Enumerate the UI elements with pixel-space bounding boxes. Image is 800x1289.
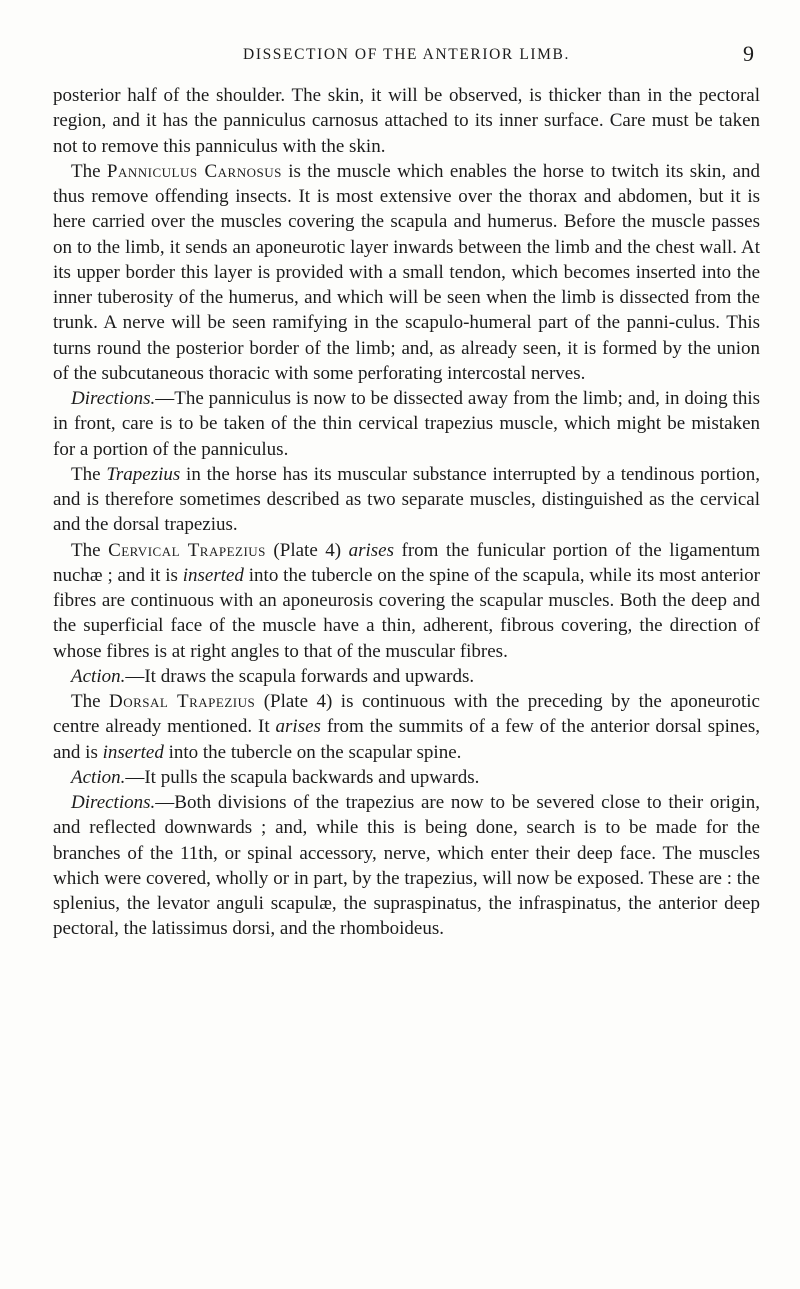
running-title: DISSECTION OF THE ANTERIOR LIMB.	[243, 46, 570, 63]
action-label: Action.	[71, 665, 126, 687]
body-text	[53, 83, 760, 942]
paragraph-text: into the tubercle on the spine of the scapula, while its most anterior fibres are continuous with an aponeurosis covering the scapular muscles. Both the deep and the superficial face of the muscle have a thin, adherent, fibrous covering, the direction of whose fibres is at right angles to that of the muscular fibres.	[53, 564, 760, 662]
paragraph-cervical-trapezius	[53, 538, 760, 664]
arises-term: arises	[275, 716, 321, 738]
paragraph-directions	[53, 790, 760, 942]
muscle-heading: Dorsal Trapezius	[109, 691, 256, 712]
paragraph-text: (Plate 4)	[265, 539, 349, 561]
page-number: 9	[743, 41, 754, 66]
paragraph-trapezius	[53, 462, 760, 538]
paragraph-dorsal-trapezius	[53, 689, 760, 765]
paragraph-text: —It pulls the scapula backwards and upwards.	[125, 766, 480, 788]
paragraph-continuation: posterior half of the shoulder. The skin, it will be observed, is thicker than in the pectoral region, and it has the panniculus carnosus attached to its inner surface. Care must be taken not to remove this panniculus with the skin.	[53, 85, 760, 157]
paragraph-text: is the muscle which enables the horse to twitch its skin, and thus remove offending insects. It is most extensive over the thorax and abdomen, but it is here carried over the muscles covering the scapula and humerus. Before the muscle passes on to the limb, it sends an aponeurotic layer inwards between the limb and the chest wall. At its upper border this layer is provided with a small tendon, which becomes inserted into the inner tuberosity of the humerus, and which will be seen when the limb is dissected from the trunk. A nerve will be seen ramifying in the scapulo-humeral part of the panni-culus. This turns round the posterior border of the limb; and, as already seen, it is formed by the union of the subcutaneous thoracic with some perforating intercostal nerves.	[53, 160, 760, 384]
paragraph-text: from the summits of a few of the anterior dorsal spines, and is	[53, 716, 761, 763]
paragraph-text: —Both divisions of the trapezius are now to be severed close to their origin, and reflected downwards ; and, while this is being done, search is to be made for the branches of the 11th, or spinal accessory, nerve, which enter their deep face. The muscles which were covered, wholly or in part, by the trapezius, will now be exposed. These are : the splenius, the levator anguli scapulæ, the supraspinatus, the infraspinatus, the anterior deep pectoral, the latissimus dorsi, and the rhomboideus.	[53, 792, 760, 940]
lead-text: The	[71, 160, 107, 182]
paragraph-action	[53, 765, 760, 790]
inserted-term: inserted	[102, 741, 164, 763]
arises-term: arises	[348, 539, 395, 561]
paragraph-action	[53, 664, 760, 689]
paragraph-text: from the funicular portion of the ligamentum nuchæ ; and it is	[53, 539, 760, 586]
paragraph-text: —It draws the scapula forwards and upwards.	[125, 665, 475, 687]
paragraph-text: (Plate 4) is continuous with the preceding by the aponeurotic centre already mentioned. It	[53, 691, 760, 738]
lead-text: The	[71, 691, 110, 712]
paragraph-panniculus-carnosus	[53, 159, 760, 386]
directions-label: Directions.	[71, 792, 156, 813]
muscle-term: Trapezius	[106, 463, 181, 485]
lead-text: The	[71, 463, 107, 485]
paragraph-text: into the tubercle on the scapular spine.	[163, 741, 462, 763]
muscle-heading: Panniculus Carnosus	[106, 160, 282, 182]
paragraph-text: —The panniculus is now to be dissected away from the limb; and, in doing this in front, care is to be taken of the thin cervical trapezius muscle, which might be mistaken for a portion of the panniculus.	[53, 388, 760, 460]
directions-label: Directions.	[71, 388, 156, 409]
running-header	[53, 43, 760, 71]
muscle-heading: Cervical Trapezius	[108, 539, 266, 561]
action-label: Action.	[71, 766, 126, 788]
paragraph-text: in the horse has its muscular substance interrupted by a tendinous portion, and is therefore sometimes described as two separate muscles, distinguished as the cervical and the dorsal trapezius.	[53, 463, 761, 536]
paragraph-directions	[53, 386, 760, 462]
lead-text: The	[71, 539, 109, 561]
inserted-term: inserted	[182, 564, 244, 586]
